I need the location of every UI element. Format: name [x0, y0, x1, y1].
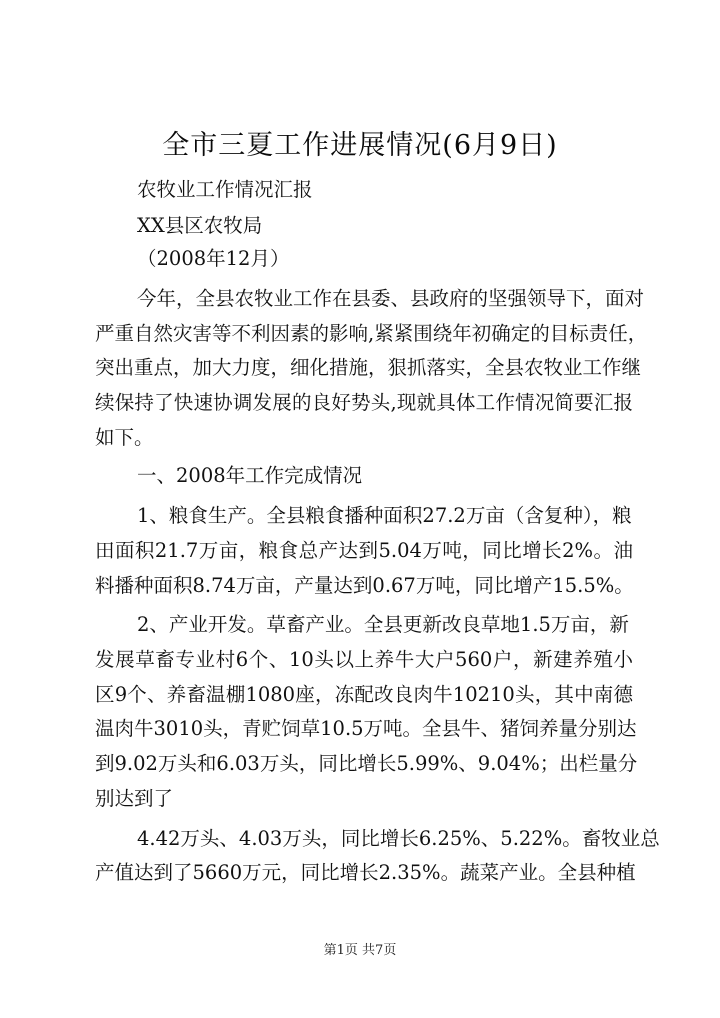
industry-line-3: 区9个、养畜温棚1080座，冻配改良肉牛10210头，其中南德	[95, 683, 633, 706]
document-subtitle: 农牧业工作情况汇报	[137, 178, 313, 201]
intro-line-3: 突出重点，加大力度，细化措施，狠抓落实，全县农牧业工作继	[95, 356, 642, 379]
intro-line-1: 今年，全县农牧业工作在县委、县政府的坚强领导下，面对	[137, 287, 645, 310]
intro-line-4: 续保持了快速协调发展的良好势头,现就具体工作情况简要汇报	[95, 391, 633, 414]
intro-line-5: 如下。	[95, 426, 154, 449]
document-date: （2008年12月）	[137, 247, 290, 270]
intro-line-2: 严重自然灾害等不利因素的影响,紧紧围绕年初确定的目标责任，	[95, 322, 648, 345]
grain-line-1: 1、粮食生产。全县粮食播种面积27.2万亩（含复种），粮	[137, 504, 632, 527]
industry-line-1: 2、产业开发。草畜产业。全县更新改良草地1.5万亩，新	[137, 613, 629, 636]
document-title: 全市三夏工作进展情况(6月9日)	[162, 130, 558, 161]
continuation-line-2: 产值达到了5660万元，同比增长2.35%。蔬菜产业。全县种植	[95, 861, 636, 884]
grain-line-2: 田面积21.7万亩，粮食总产达到5.04万吨，同比增长2%。油	[95, 539, 633, 562]
page-footer: 第1页 共7页	[323, 943, 397, 958]
industry-line-5: 到9.02万头和6.03万头，同比增长5.99%、9.04%；出栏量分	[95, 752, 638, 775]
section-heading: 一、2008年工作完成情况	[137, 464, 363, 487]
grain-line-3: 料播种面积8.74万亩，产量达到0.67万吨，同比增产15.5%。	[95, 574, 634, 597]
industry-line-6: 别达到了	[95, 787, 174, 810]
document-organization: XX县区农牧局	[137, 214, 263, 237]
industry-line-4: 温肉牛3010头，青贮饲草10.5万吨。全县牛、猪饲养量分别达	[95, 717, 637, 740]
industry-line-2: 发展草畜专业村6个、10头以上养牛大户560户，新建养殖小	[95, 648, 633, 671]
continuation-line-1: 4.42万头、4.03万头，同比增长6.25%、5.22%。畜牧业总	[137, 827, 660, 850]
